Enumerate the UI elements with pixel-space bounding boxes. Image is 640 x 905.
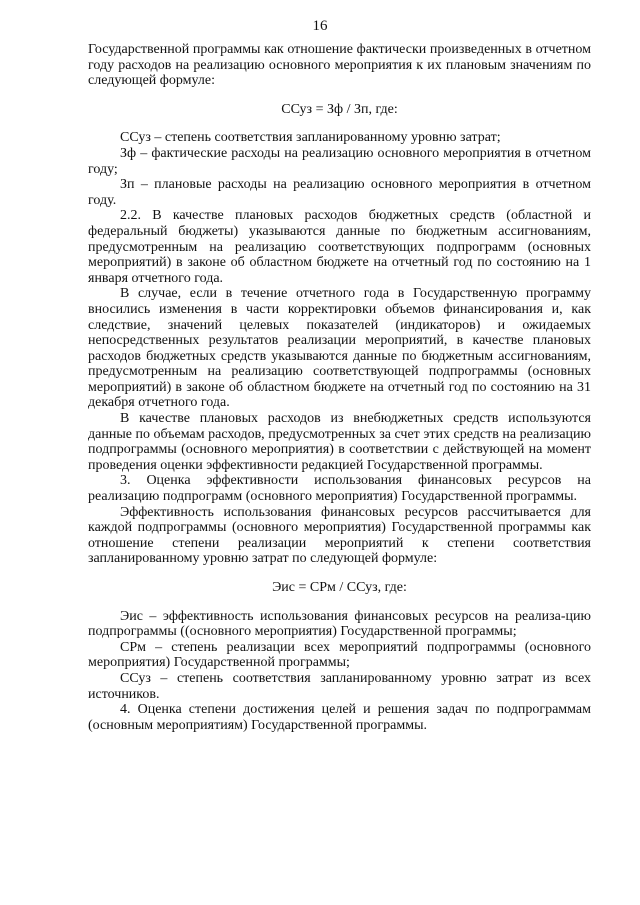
definition-zf: Зф – фактические расходы на реализацию основного мероприятия в отчетном году; bbox=[88, 145, 591, 177]
paragraph-2-2: 2.2. В качестве плановых расходов бюджетных средств (областной и федеральный бюджеты) указываются данные по бюджетным ассигнованиям, предусмотренным на реализацию соответствующих подпрограмм (основных мероприятий) в законе об областном бюджете на отчетный год по состоянию на 1 января отчетного года. bbox=[88, 208, 591, 286]
intro-paragraph: Государственной программы как отношение фактически произведенных в отчетном году расходов на реализацию основного мероприятия к их плановым значениям по следующей формуле: bbox=[88, 42, 591, 89]
paragraph-efficiency: Эффективность использования финансовых ресурсов рассчитывается для каждой подпрограммы (основного мероприятия) Государственной программы как отношение степени реализации мероприятий к степени соответствия запланированному уровню затрат по следующей формуле: bbox=[88, 504, 591, 567]
page-number: 16 bbox=[312, 18, 328, 34]
formula-eis: Эис = СРм / ССуз, где: bbox=[272, 580, 407, 595]
paragraph-extrabudgetary: В качестве плановых расходов из внебюджетных средств используются данные по объемам расходов, предусмотренных за счет этих средств на реализацию подпрограммы (основного мероприятия) в соответствии с действующей на момент проведения оценки эффективности редакцией Государственной программы. bbox=[88, 411, 591, 473]
section-4-heading: 4. Оценка степени достижения целей и решения задач по подпрограммам (основным мероприятиям) Государственной программы. bbox=[88, 702, 591, 733]
definition-zp: Зп – плановые расходы на реализацию основного мероприятия в отчетном году. bbox=[88, 177, 591, 208]
formula-ssuz: ССуз = Зф / Зп, где: bbox=[281, 101, 398, 117]
definition-srm: СРм – степень реализации всех мероприятий подпрограммы (основного мероприятия) Государственной программы; bbox=[88, 639, 591, 671]
document-body bbox=[88, 42, 591, 733]
definition-ssuz: ССуз – степень соответствия запланированному уровню затрат; bbox=[120, 130, 501, 146]
definition-eis: Эис – эффективность использования финансовых ресурсов на реализа-цию подпрограммы ((основного мероприятия) Государственной программы; bbox=[88, 608, 591, 640]
definition-ssuz-all-sources: ССуз – степень соответствия запланированному уровню затрат из всех источников. bbox=[88, 670, 591, 702]
section-3-heading: 3. Оценка эффективности использования финансовых ресурсов на реализацию подпрограмм (основного мероприятия) Государственной программы. bbox=[88, 473, 591, 505]
paragraph-budget-changes: В случае, если в течение отчетного года в Государственную программу вносились изменения в части корректировки объемов финансирования и, как следствие, значений целевых показателей (индикаторов) и ожидаемых непосредственных результатов реализации мероприятий, в качестве плановых расходов бюджетных средств указываются данные по бюджетным ассигнованиям, предусмотренным на реализацию соответствующей подпрограммы (основных мероприятий) в законе об областном бюджете на отчетный год по состоянию на 31 декабря отчетного года. bbox=[88, 286, 591, 411]
